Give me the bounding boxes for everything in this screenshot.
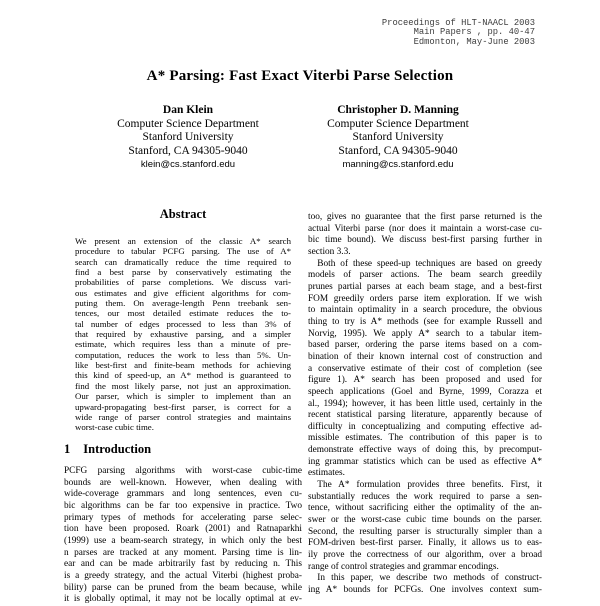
text-line: n parses are tracked at any moment. Parsing time is lin- — [64, 547, 302, 558]
text-line: estimates. — [308, 468, 345, 479]
abstract-heading: Abstract — [159, 207, 207, 221]
text-line: it is globally optimal, it may not be locally optimal at ev- — [64, 594, 302, 605]
text-line: bination of their known internal cost of construction and — [308, 351, 542, 362]
author-block-klein — [78, 104, 298, 173]
text-line: wide-coverage grammars and long sentences, even cu- — [64, 489, 302, 500]
text-line: Second, the resulting parser is structurally simpler than a — [308, 526, 542, 537]
text-line: PCFG parsing algorithms with worst-case cubic-time — [64, 466, 302, 476]
text-line: thing to try is A* methods (see for example Russell and — [308, 316, 542, 327]
text-line: difficulty in conceptualizing and computing effective ad- — [308, 421, 542, 432]
text-line: FOM greedily orders parse item exploration. If we wish — [308, 293, 542, 304]
text-line: tence, without sacrificing either the optimality of the an- — [308, 503, 542, 514]
text-line: The A* formulation provides three benefits. First, it — [308, 480, 542, 491]
text-line: to maintain optimality in a search procedure, the obvious — [308, 305, 542, 316]
proceedings-line: Main Papers , pp. 40-47 — [413, 27, 535, 38]
introduction-body — [64, 466, 302, 606]
section-heading-introduction — [64, 442, 151, 457]
text-line: bility) parse can be pruned from the beam because, while — [64, 582, 302, 593]
text-line: recent statistical parsing literature, apparently because of — [308, 410, 542, 421]
text-line: tences, our most detailed estimate reduces the to- — [75, 308, 291, 319]
author-affiliation-line: Computer Science Department — [327, 117, 469, 130]
text-line: too, gives no guarantee that the first parse returned is the — [308, 212, 542, 222]
text-line: estimate, which requires less than a minute of pre- — [75, 339, 291, 350]
text-line: substantially reduces the work required to parse a sen- — [308, 491, 542, 502]
text-line: ing A* bounds for PCFGs. One involves context sum- — [308, 585, 542, 595]
text-line: wide range of parser control strategies and maintains — [75, 411, 291, 422]
author-affiliation-line: Stanford, CA 94305-9040 — [128, 144, 248, 157]
author-affiliation-line: Stanford, CA 94305-9040 — [338, 144, 458, 157]
text-line: actual Viterbi parse (nor does it maintain a worst-case cu- — [308, 223, 542, 234]
author-affiliation-line: Computer Science Department — [117, 117, 259, 130]
section-title: Introduction — [83, 442, 152, 456]
text-line: ous estimates and give efficient algorithms for com- — [75, 287, 291, 298]
text-line: demonstrate effective ways of doing this, by precomput- — [308, 445, 542, 456]
text-line: tion have been proposed. Roark (2001) and Ratnaparkhi — [64, 524, 302, 535]
text-line: speech applications (Goel and Byrne, 1999, Corazza et — [308, 386, 542, 397]
text-line: al., 1994); however, it has been little used, certainly in the — [308, 398, 542, 409]
text-line: find the most likely parse, not just an approximation. — [75, 380, 291, 391]
text-line: In this paper, we describe two methods of construct- — [308, 573, 542, 584]
text-line: probabilities of parse completions. We discuss vari- — [75, 277, 291, 288]
text-line: bic algorithms can be far too expensive in practice. Two — [64, 500, 302, 511]
text-line: figure 1). A* search has been proposed and used for — [308, 375, 542, 386]
proceedings-line: Proceedings of HLT-NAACL 2003 — [381, 18, 535, 28]
author-block-manning — [288, 104, 508, 173]
text-line: range of control strategies and grammar encodings. — [308, 561, 499, 572]
abstract-body — [75, 236, 291, 433]
text-line: procedure to tabular PCFG parsing. The use of A* — [75, 246, 291, 257]
text-line: models of parser actions. The beam search greedily — [308, 270, 542, 281]
text-line: Norvig, 1995). We apply A* search to a tabular item- — [308, 328, 542, 339]
text-line: FOM-driven best-first parser. Finally, it allows us to eas- — [308, 538, 542, 549]
text-line: worst-case cubic time. — [75, 422, 154, 433]
text-line: find a best parse by conservatively estimating the — [75, 267, 291, 278]
text-line: primary types of methods for accelerating parse selec- — [64, 512, 302, 523]
text-line: bic time bound). We discuss best-first parsing further in — [308, 235, 542, 246]
author-email: klein@cs.stanford.edu — [140, 159, 236, 170]
text-line: upward-propagating best-first parser, is correct for a — [75, 401, 291, 412]
text-line: like best-first and finite-beam methods for achieving — [75, 360, 291, 371]
author-email: manning@cs.stanford.edu — [342, 159, 454, 170]
paper-title: A* Parsing: Fast Exact Viterbi Parse Selection — [146, 68, 454, 84]
text-line: Both of these speed-up techniques are based on greedy — [308, 258, 542, 269]
text-line: a conservative estimate of their cost of completion (see — [308, 363, 542, 374]
text-line: ily prove the correctness of our algorithm, over a broad — [308, 550, 542, 561]
author-name: Dan Klein — [162, 104, 214, 116]
section-number: 1 — [64, 442, 71, 456]
text-line: ear and can be made arbitrarily fast by reducing n. This — [64, 559, 302, 570]
author-affiliation-line: Stanford University — [352, 131, 444, 143]
text-line: swer or the worst-case cubic time bounds on the parser. — [308, 515, 542, 526]
author-affiliation-line: Stanford University — [142, 131, 234, 143]
text-line: is a greedy strategy, and the actual Viterbi (highest proba- — [64, 570, 302, 581]
text-line: section 3.3. — [308, 246, 351, 257]
text-line: missible estimates. The contribution of this paper is to — [308, 433, 542, 444]
text-line: puting them. On average-length Penn treebank sen- — [75, 298, 291, 309]
author-name: Christopher D. Manning — [337, 104, 459, 116]
text-line: Our parser, which is simpler to implement than an — [75, 391, 291, 402]
text-line: (1999) use a beam-search strategy, in which only the best — [64, 535, 302, 546]
right-column-body — [308, 212, 542, 597]
proceedings-header — [382, 19, 535, 47]
text-line: tal number of edges processed to less than 3% of — [75, 318, 291, 329]
text-line: this kind of speed-up, an A* method is guaranteed to — [75, 370, 291, 381]
text-line: computation, reduces the work to less than 5%. Un- — [75, 349, 291, 360]
text-line: ing grammar statistics which can be used as effective A* — [308, 456, 542, 467]
proceedings-line: Edmonton, May-June 2003 — [413, 36, 535, 47]
text-line: bounds are well-known. However, when dealing with — [64, 477, 302, 488]
text-line: We present an extension of the classic A* search — [75, 236, 291, 246]
text-line: prunes partial parses at each beam stage, and a best-first — [308, 281, 542, 292]
text-line: that required by exhaustive parsing, and a simpler — [75, 329, 291, 340]
text-line: search can dramatically reduce the time required to — [75, 256, 291, 267]
text-line: based parser, ordering the parse items based on a com- — [308, 340, 542, 351]
